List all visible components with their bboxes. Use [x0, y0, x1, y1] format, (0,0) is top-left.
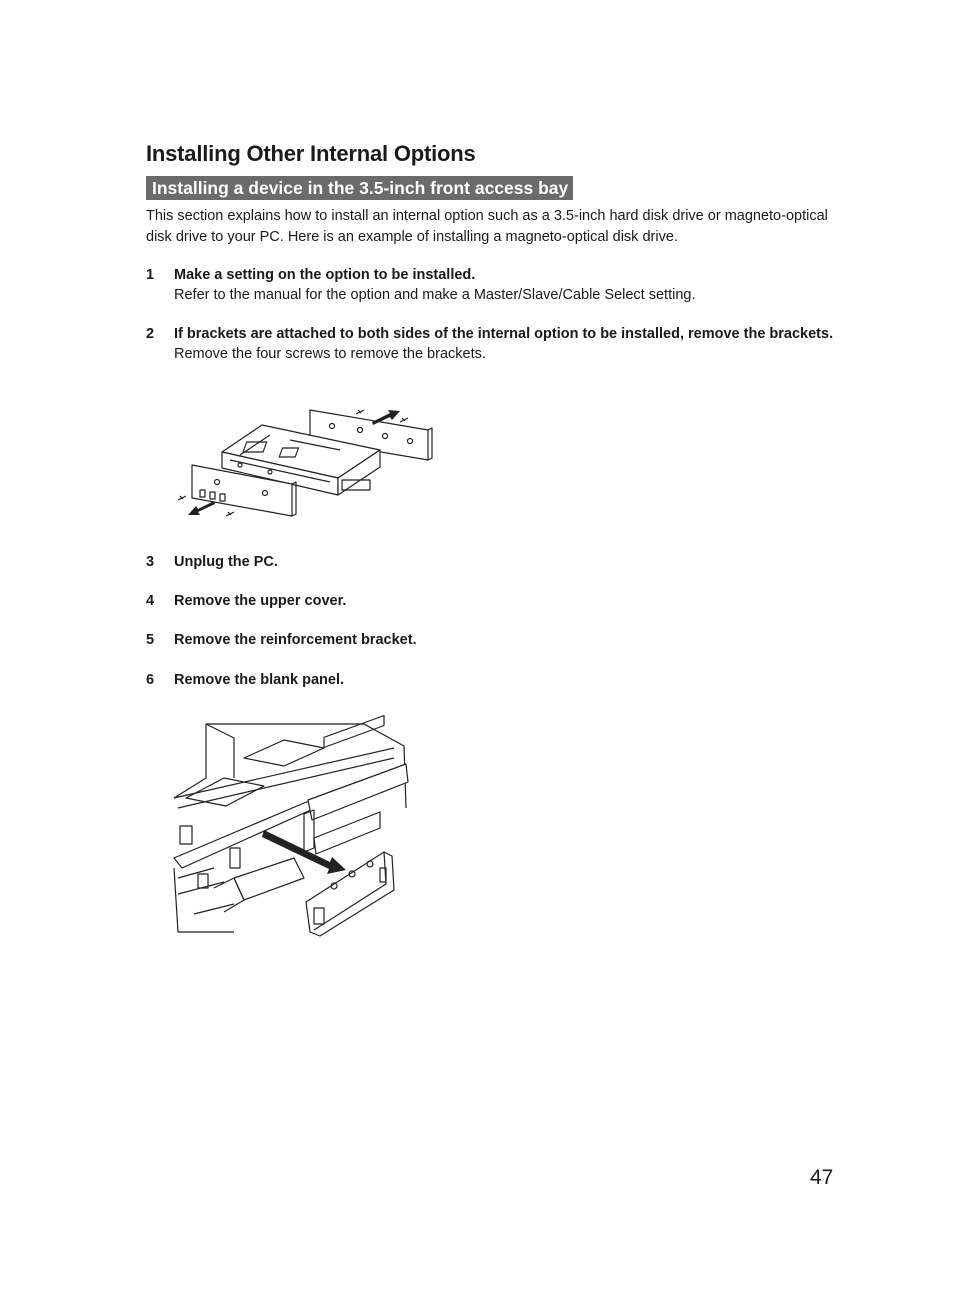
step-title: Make a setting on the option to be installed. — [174, 267, 476, 283]
step-number: 5 — [146, 632, 155, 648]
step-6 — [146, 670, 838, 690]
step-note: Refer to the manual for the option and make a Master/Slave/Cable Select setting. — [174, 287, 696, 303]
intro-paragraph: This section explains how to install an internal option such as a 3.5-inch hard disk drive or magneto-optical disk drive to your PC. Here is an example of installing a magneto-optical disk drive. — [146, 208, 828, 245]
step-1 — [146, 265, 838, 305]
step-title: Remove the blank panel. — [174, 672, 345, 688]
step-5 — [146, 630, 838, 650]
step-3 — [146, 552, 838, 572]
step-number: 3 — [146, 554, 155, 570]
step-number: 6 — [146, 672, 155, 688]
step-title: Unplug the PC. — [174, 554, 278, 570]
step-number: 1 — [146, 267, 155, 283]
page-title: Installing Other Internal Options — [146, 141, 476, 166]
step-4 — [146, 591, 838, 611]
page-number: 47 — [810, 1166, 834, 1189]
step-number: 4 — [146, 593, 155, 609]
blank-panel-removal-illustration — [174, 718, 414, 940]
step-title: If brackets are attached to both sides of the internal option to be installed, remove the brackets. — [174, 326, 834, 342]
section-heading: Installing a device in the 3.5-inch front access bay — [146, 176, 573, 200]
step-title: Remove the reinforcement bracket. — [174, 632, 417, 648]
step-2 — [146, 324, 838, 364]
step-title: Remove the upper cover. — [174, 593, 347, 609]
step-number: 2 — [146, 326, 155, 342]
drive-bracket-removal-illustration — [170, 400, 440, 525]
step-note: Remove the four screws to remove the brackets. — [174, 346, 486, 362]
